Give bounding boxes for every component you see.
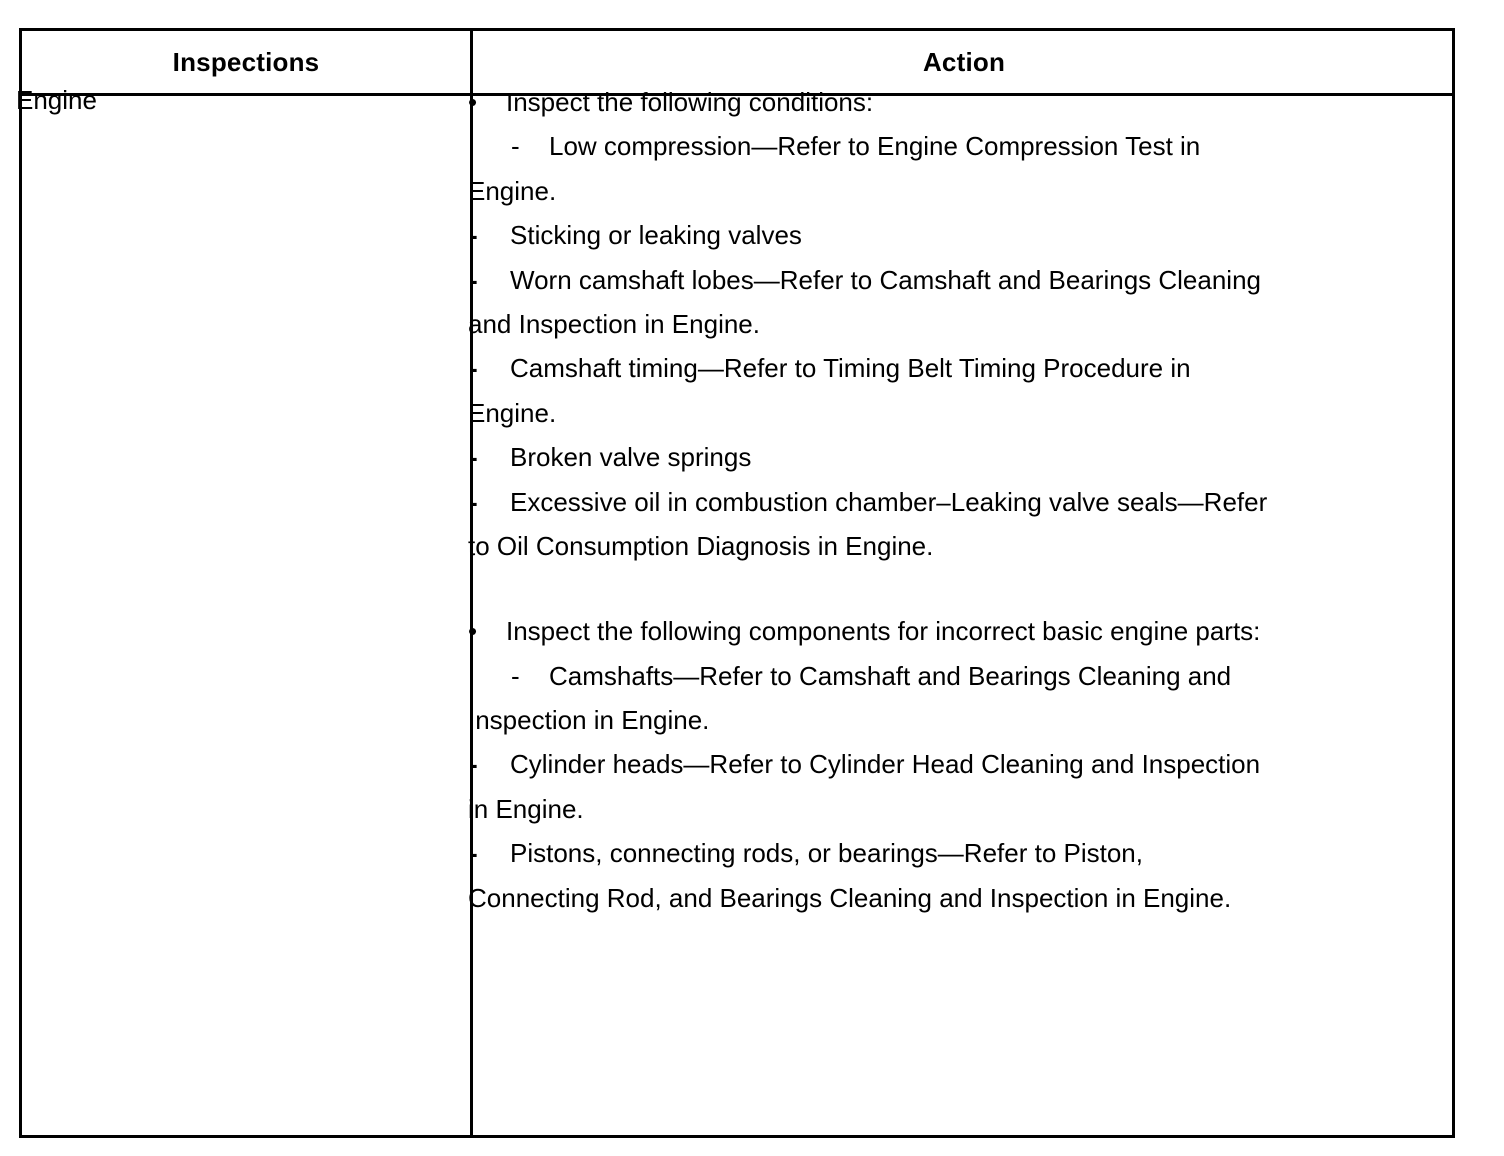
list-item-text: Sticking or leaking valves — [510, 220, 802, 251]
list-item-continuation — [468, 391, 1338, 435]
list-item-text: Pistons, connecting rods, or bearings—Refer to Piston, — [510, 838, 1143, 869]
list-item-text: to Oil Consumption Diagnosis in Engine. — [468, 530, 934, 561]
dash-mark: - — [511, 131, 520, 162]
inspection-cell-engine: Engine — [16, 85, 97, 115]
list-item — [468, 346, 1338, 390]
spacer — [468, 568, 1338, 609]
list-item-text: Cylinder heads—Refer to Cylinder Head Cleaning and Inspection — [510, 749, 1261, 780]
list-item-text: Low compression—Refer to Engine Compression Test in — [549, 131, 1201, 162]
list-item-continuation — [468, 169, 1338, 213]
dash-mark: - — [469, 442, 478, 473]
header-inspections: Inspections — [172, 46, 320, 77]
dash-mark: - — [469, 220, 478, 251]
condition-list — [468, 124, 1338, 568]
bullet-mark: • — [468, 87, 478, 117]
list-item-text: Connecting Rod, and Bearings Cleaning and Inspection in Engine. — [468, 882, 1232, 913]
dash-mark: - — [469, 353, 478, 384]
action-cell — [468, 80, 1338, 920]
list-item-text: Engine. — [468, 397, 557, 428]
bullet-text: Inspect the following conditions: — [506, 87, 874, 117]
dash-mark: - — [469, 749, 478, 780]
list-item-text: and Inspection in Engine. — [468, 308, 760, 339]
list-item — [468, 480, 1338, 524]
dash-mark: - — [469, 486, 478, 517]
list-item-continuation — [468, 787, 1338, 831]
list-item-text: Worn camshaft lobes—Refer to Camshaft and Bearings Cleaning — [510, 264, 1262, 295]
component-list — [468, 654, 1338, 920]
list-item — [468, 831, 1338, 875]
list-item — [468, 742, 1338, 786]
list-item — [468, 124, 1338, 168]
list-item-continuation — [468, 524, 1338, 568]
bullet-item — [468, 80, 1338, 124]
list-item-text: Camshafts—Refer to Camshaft and Bearings Cleaning and — [549, 660, 1232, 691]
bullet-item — [468, 609, 1338, 653]
list-item — [468, 654, 1338, 698]
bullet-text: Inspect the following components for incorrect basic engine parts: — [506, 616, 1261, 647]
bullet-mark: • — [468, 616, 478, 647]
list-item-text: in Engine. — [468, 793, 584, 824]
header-action: Action — [922, 46, 1006, 77]
dash-mark: - — [469, 838, 478, 869]
list-item-text: Camshaft timing—Refer to Timing Belt Timing Procedure in — [510, 353, 1191, 384]
dash-mark: - — [511, 660, 520, 691]
dash-mark: - — [469, 264, 478, 295]
list-item — [468, 213, 1338, 257]
list-item-text: Inspection in Engine. — [468, 705, 710, 736]
list-item — [468, 435, 1338, 479]
list-item-text: Engine. — [468, 175, 557, 206]
list-item-text: Excessive oil in combustion chamber–Leaking valve seals—Refer — [510, 486, 1268, 517]
list-item-text: Broken valve springs — [510, 442, 752, 473]
list-item-continuation — [468, 302, 1338, 346]
list-item-continuation — [468, 876, 1338, 920]
list-item-continuation — [468, 698, 1338, 742]
list-item — [468, 258, 1338, 302]
